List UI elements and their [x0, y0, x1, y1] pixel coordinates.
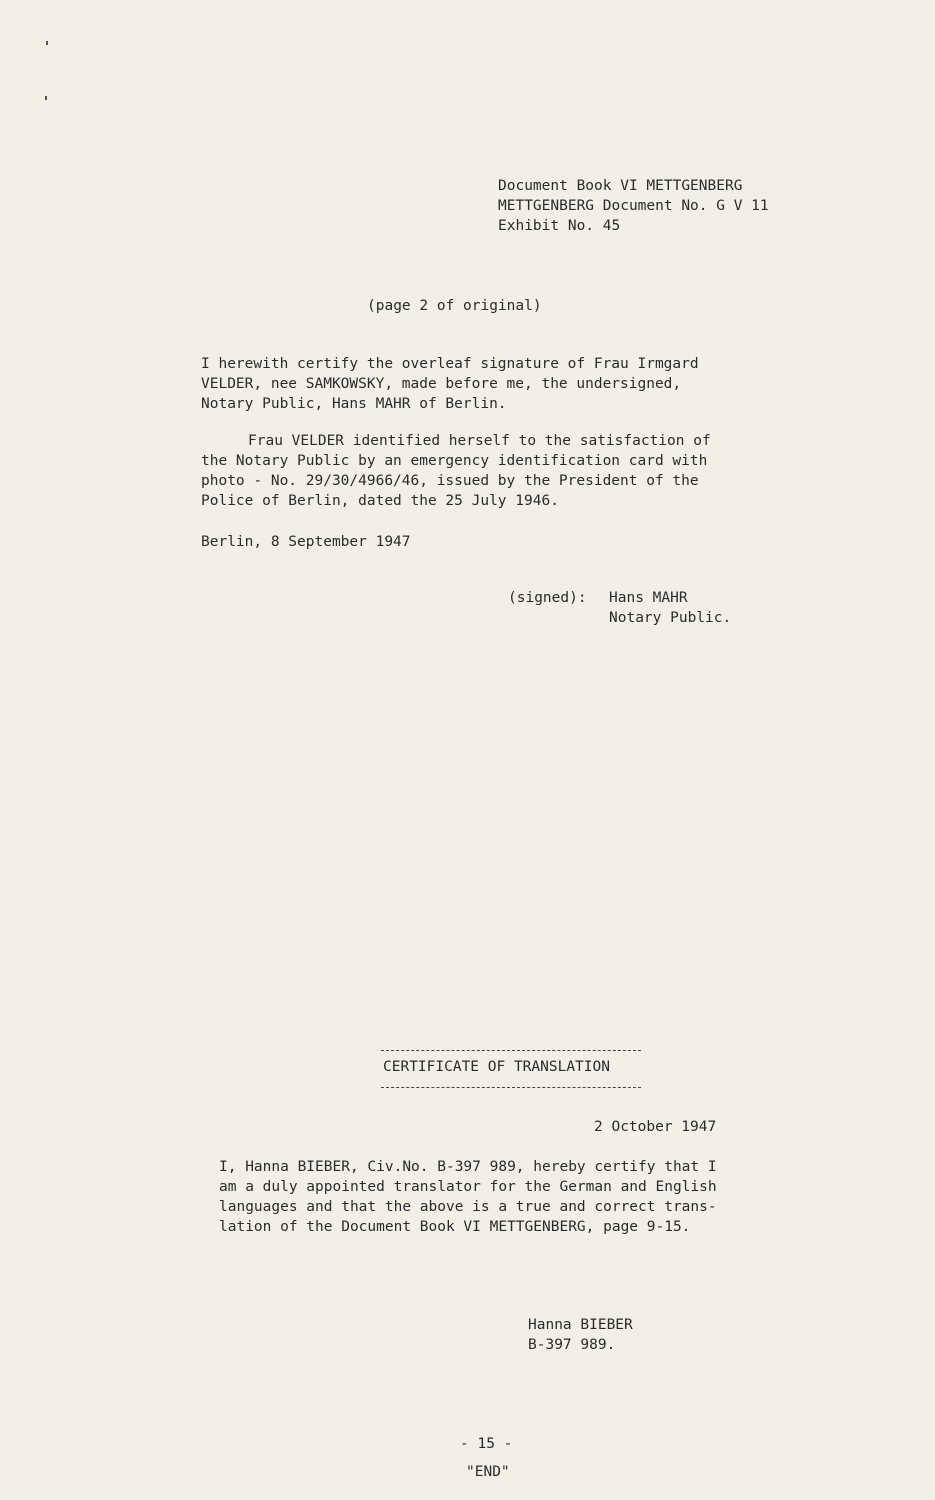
paragraph1-line: VELDER, nee SAMKOWSKY, made before me, the undersigned, [201, 376, 682, 392]
certificate-rule-bottom [381, 1087, 641, 1088]
header-exhibit-number: Exhibit No. 45 [498, 218, 621, 234]
paragraph2-line: Police of Berlin, dated the 25 July 1946. [201, 493, 559, 509]
end-mark: "END" [466, 1464, 510, 1480]
paragraph2-line: photo - No. 29/30/4966/46, issued by the President of the [201, 473, 699, 489]
page-note: (page 2 of original) [367, 298, 542, 314]
translator-name: Hanna BIEBER [528, 1317, 633, 1333]
certificate-body-line: I, Hanna BIEBER, Civ.No. B-397 989, hereby certify that I [219, 1159, 717, 1175]
certificate-date: 2 October 1947 [594, 1119, 717, 1135]
signer-name: Hans MAHR [609, 590, 688, 606]
certificate-body-line: languages and that the above is a true and correct trans- [219, 1199, 717, 1215]
certificate-heading: CERTIFICATE OF TRANSLATION [383, 1059, 610, 1075]
margin-mark [46, 41, 48, 45]
header-document-number: METTGENBERG Document No. G V 11 [498, 198, 769, 214]
signed-label: (signed): [508, 590, 587, 606]
header-document-book: Document Book VI METTGENBERG [498, 178, 743, 194]
paragraph2-line: Frau VELDER identified herself to the satisfaction of [248, 433, 711, 449]
translator-number: B-397 989. [528, 1337, 616, 1353]
page-number: - 15 - [460, 1436, 513, 1452]
margin-mark [45, 96, 47, 100]
paragraph1-line: I herewith certify the overleaf signature of Frau Irmgard [201, 356, 699, 372]
certificate-body-line: lation of the Document Book VI METTGENBERG, page 9-15. [219, 1219, 691, 1235]
place-date: Berlin, 8 September 1947 [201, 534, 411, 550]
paragraph2-line: the Notary Public by an emergency identification card with [201, 453, 708, 469]
signer-title: Notary Public. [609, 610, 732, 626]
certificate-body-line: am a duly appointed translator for the German and English [219, 1179, 717, 1195]
paragraph1-line: Notary Public, Hans MAHR of Berlin. [201, 396, 507, 412]
certificate-rule-top [381, 1050, 641, 1051]
